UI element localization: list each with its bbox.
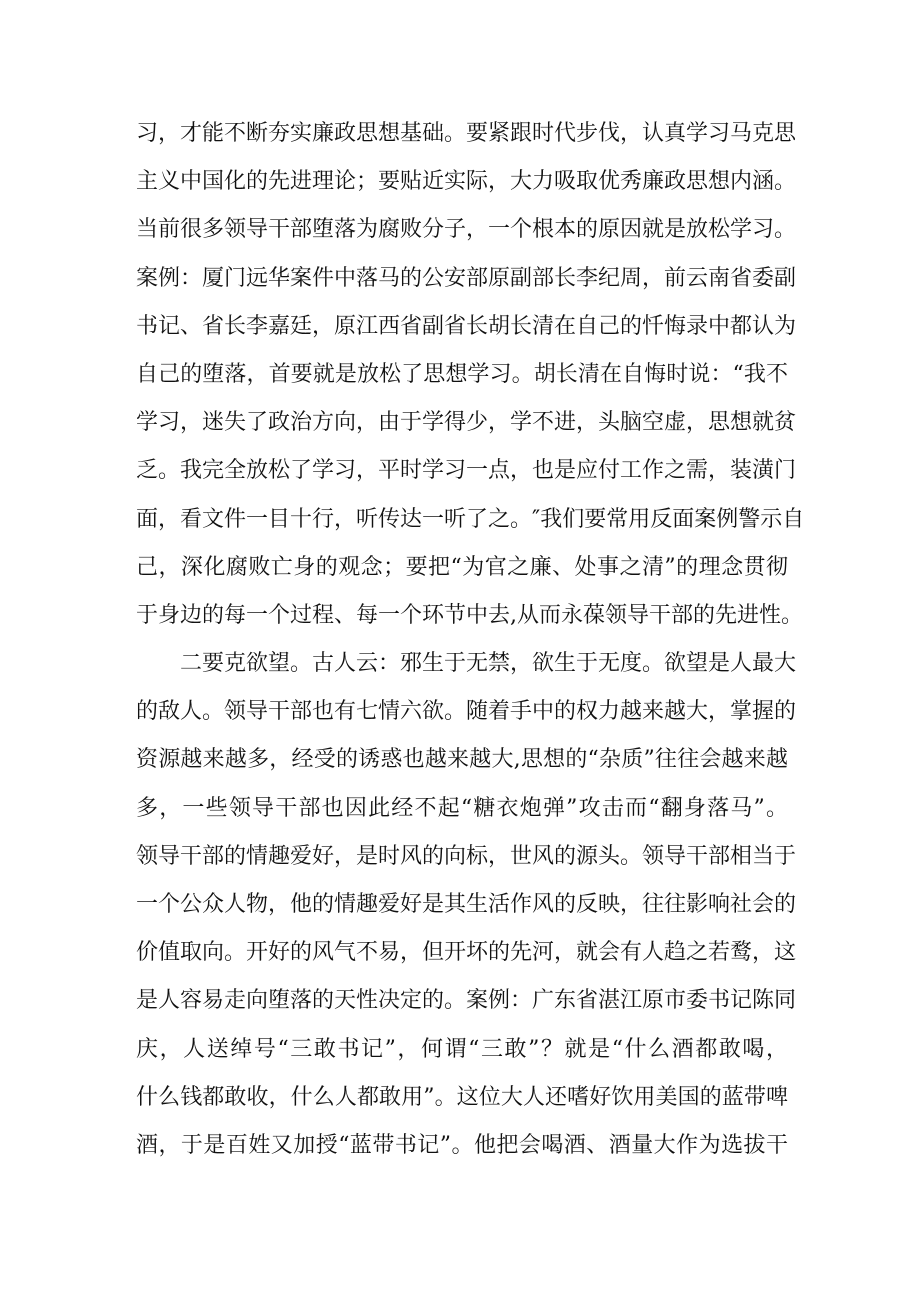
- text-line: 一个公众人物，他的情趣爱好是其生活作风的反映，往往影响社会的: [136, 892, 797, 917]
- body-text: [136, 110, 805, 1170]
- text-line: 庆，人送绰号“三敢书记”，何谓“三敢”？就是“什么酒都敢喝，: [136, 1036, 788, 1062]
- text-line: 学习，迷失了政治方向，由于学得少，学不进，头脑空虚，思想就贫: [136, 410, 797, 436]
- text-line: 面，看文件一目十行，听传达一听了之。″我们要常用反面案例警示自: [136, 506, 805, 532]
- text-line: 主义中国化的先进理论；要贴近实际，大力吸取优秀廉政思想内涵。: [136, 169, 797, 195]
- text-line: 的敌人。领导干部也有七情六欲。随着手中的权力越来越大，掌握的: [136, 699, 797, 725]
- text-line: 资源越来越多，经受的诱惑也越来越大,思想的“杂质”往往会越来越: [136, 747, 788, 773]
- text-line: 领导干部的情趣爱好，是时风的向标，世风的源头。领导干部相当于: [136, 843, 797, 869]
- text-line: 当前很多领导干部堕落为腐败分子，一个根本的原因就是放松学习。: [136, 217, 797, 243]
- text-line: 酒，于是百姓又加授“蓝带书记”。他把会喝酒、酒量大作为选拔干: [136, 1132, 788, 1158]
- text-line: 价值取向。开好的风气不易，但开坏的先河，就会有人趋之若鹜，这: [136, 940, 797, 966]
- text-line: 书记、省长李嘉廷，原江西省副省长胡长清在自己的忏悔录中都认为: [136, 313, 797, 339]
- text-line: 案例：厦门远华案件中落马的公安部原副部长李纪周，前云南省委副: [136, 265, 797, 291]
- text-line: 习，才能不断夯实廉政思想基础。要紧跟时代步伐，认真学习马克思: [136, 121, 797, 146]
- text-line: 于身边的每一个过程、每一个环节中去,从而永葆领导干部的先进性。: [136, 602, 803, 628]
- text-line: 多，一些领导干部也因此经不起“糖衣炮弹”攻击而“翻身落马”。: [136, 795, 788, 821]
- text-line: 是人容易走向堕落的天性决定的。案例：广东省湛江原市委书记陈同: [136, 988, 797, 1014]
- text-line: 什么钱都敢收，什么人都敢用”。这位大人还嗜好饮用美国的蓝带啤: [136, 1084, 788, 1110]
- text-line: 乏。我完全放松了学习，平时学习一点，也是应付工作之需，装潢门: [136, 458, 797, 484]
- text-line: 自己的堕落，首要就是放松了思想学习。胡长清在自悔时说：“我不: [136, 361, 788, 387]
- paragraph-start-line: 二要克欲望。古人云：邪生于无禁，欲生于无度。欲望是人最大: [180, 651, 797, 677]
- text-line: 己，深化腐败亡身的观念；要把“为官之廉、处事之清”的理念贯彻: [136, 554, 788, 580]
